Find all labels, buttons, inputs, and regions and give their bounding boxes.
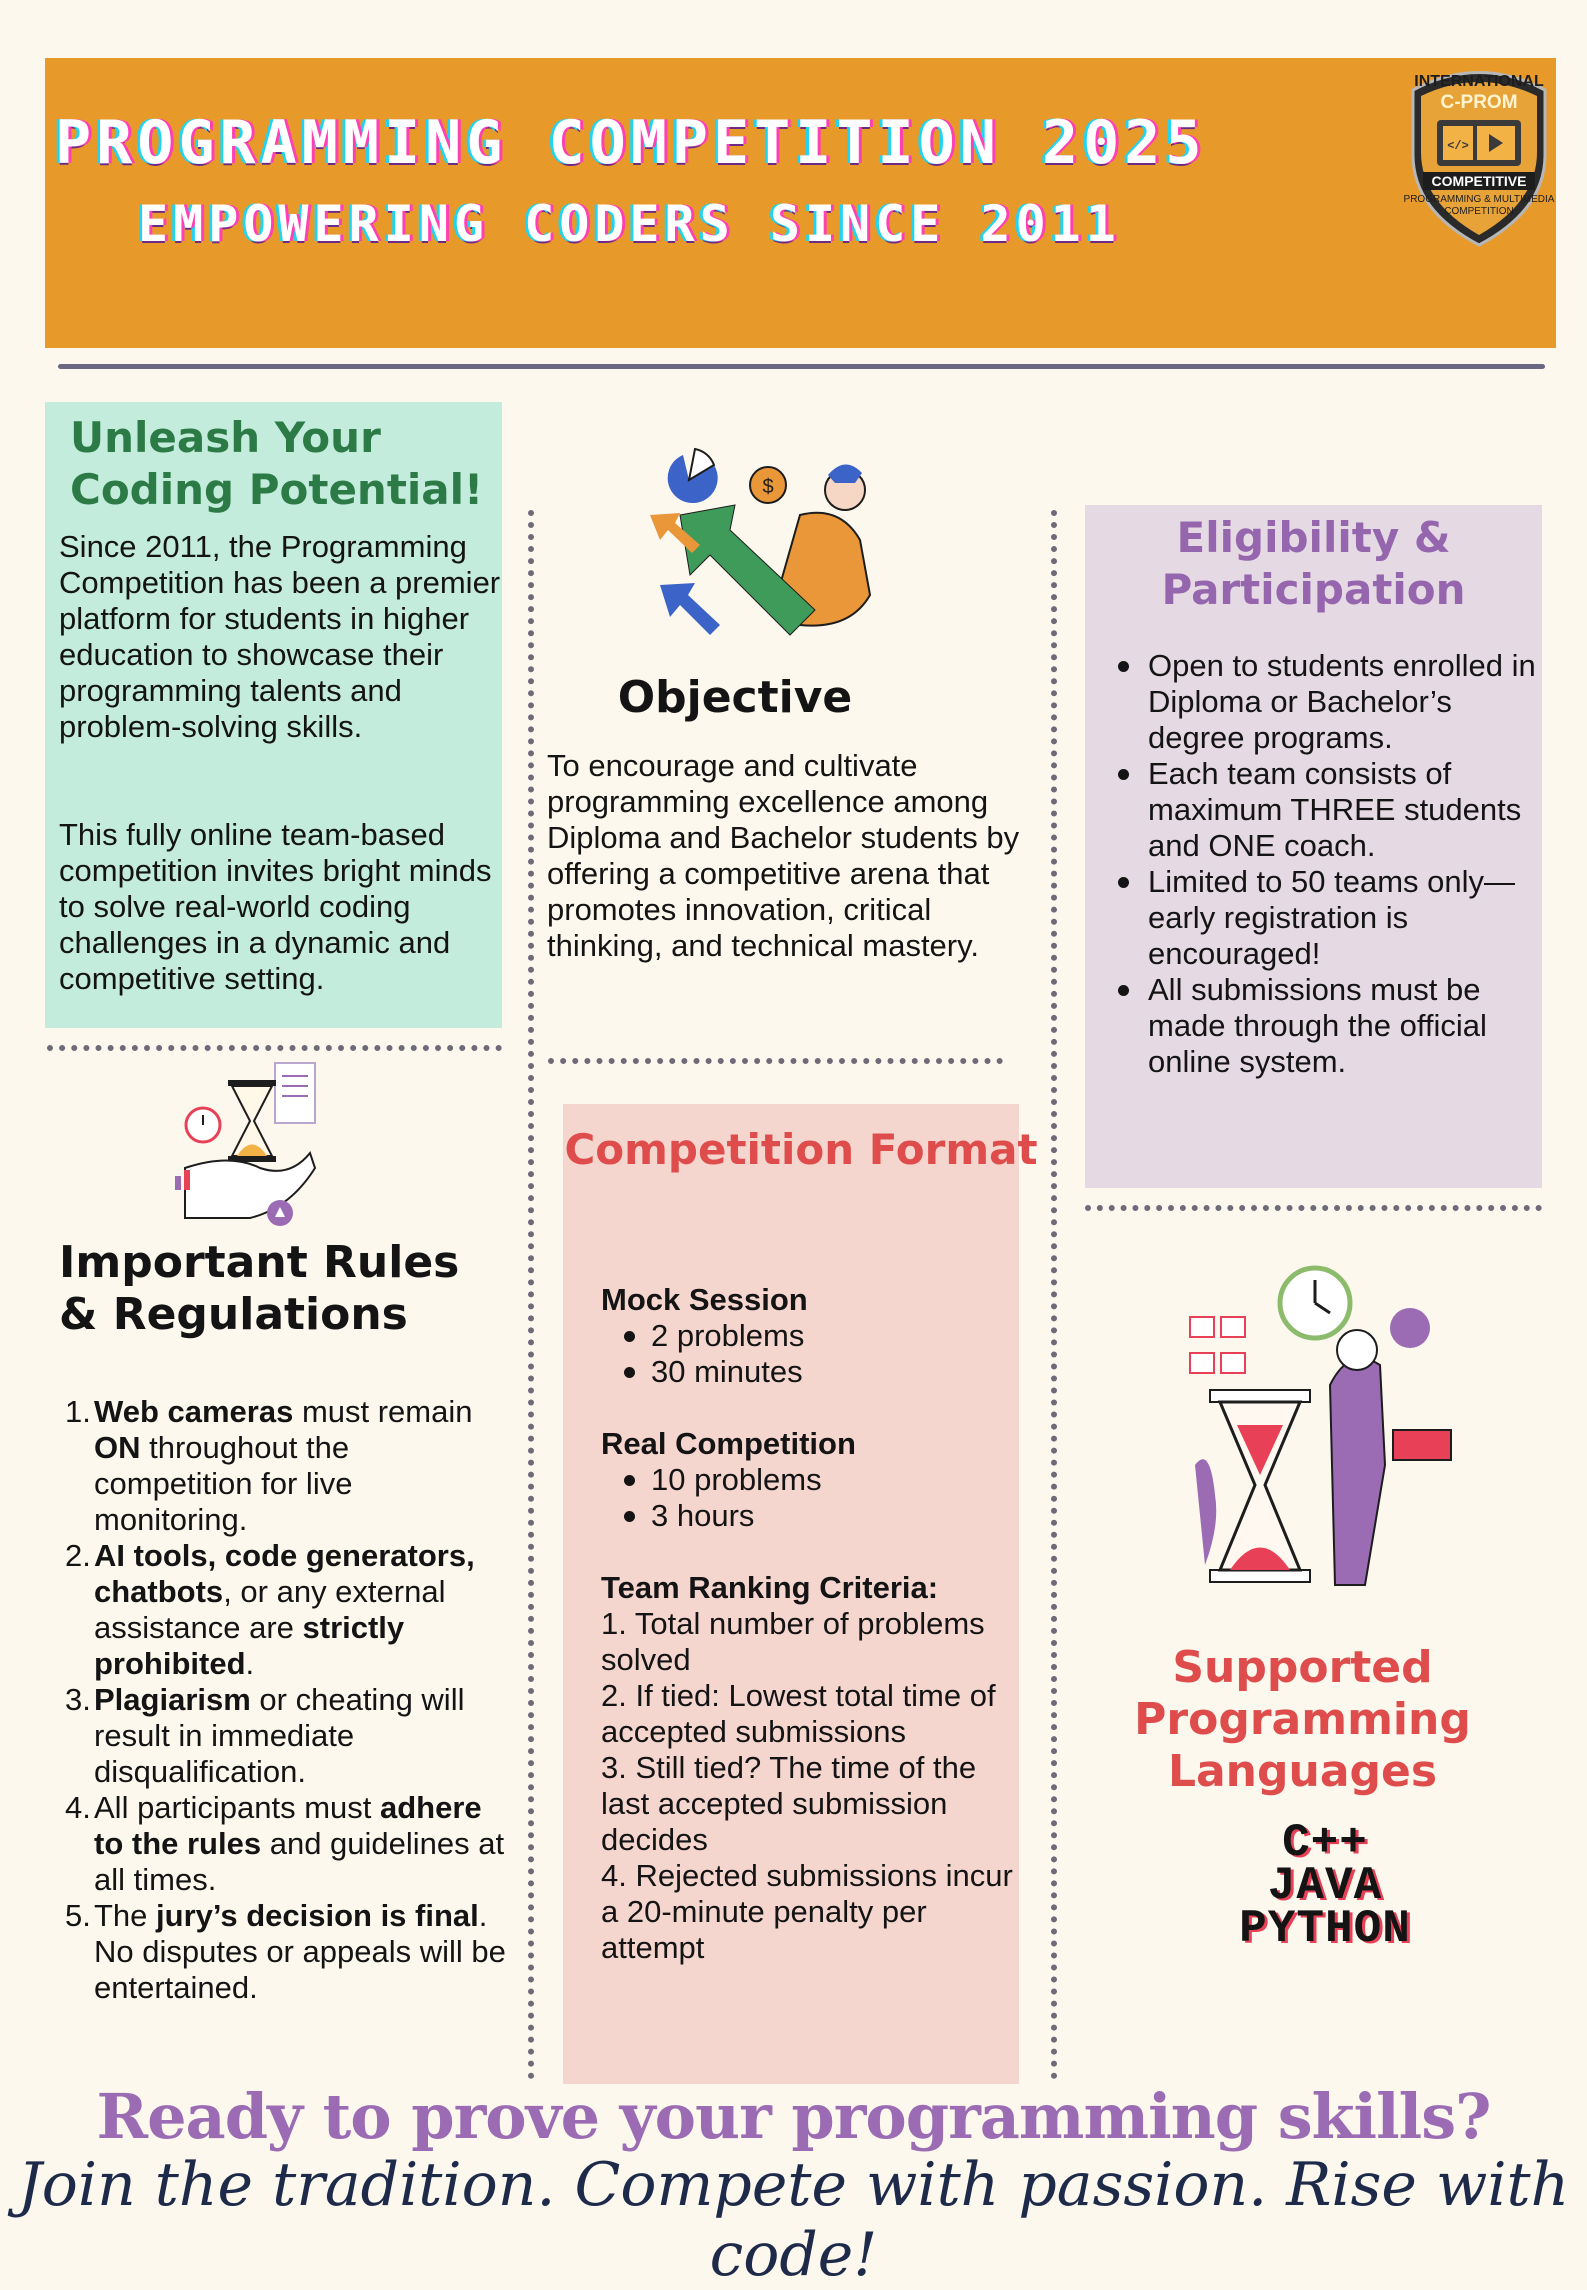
logo-top-text: INTERNATIONAL [1414,73,1544,90]
cprom-logo [1403,60,1555,250]
logo-bottom-2: COMPETITION [1444,206,1514,217]
rules-title: Important Rules & Regulations [59,1237,460,1340]
rule-emphasis: jury’s decision is final [156,1898,479,1933]
eligibility-title: Eligibility & Participation [1161,513,1466,614]
rule-item [59,1898,509,2006]
list-item: 30 minutes [601,1354,1016,1390]
rule-emphasis: AI tools, code generators, chatbots [94,1538,475,1609]
header-banner [45,58,1556,348]
language-java: JAVA [1267,1860,1383,1912]
rule-text: . No disputes or appeals will be entertained. [94,1898,506,2005]
page-subtitle: EMPOWERING CODERS SINCE 2011 [138,195,1121,253]
intro-paragraph-2: This fully online team-based competition invites bright minds to solve real-world coding challenges in a dynamic and competitive setting. [59,817,492,996]
rules-list [59,1394,509,2006]
objective-title: Objective [617,672,853,723]
ranking-item: 4. Rejected submissions incur a 20-minute penalty per attempt [601,1858,1013,1965]
language-cpp: C++ [1282,1817,1368,1869]
footer-tagline: Join the tradition. Compete with passion. Rise with code! [17,2150,1570,2290]
rule-item [59,1790,509,1898]
rule-text: must remain [293,1394,473,1429]
rule-emphasis: strictly prohibited [94,1610,405,1681]
rule-number: 2. [65,1538,91,1573]
list-item: 3 hours [601,1498,1016,1534]
languages-title: Supported Programming Languages [1134,1642,1471,1797]
dotted-divider-h2 [548,1058,1003,1064]
rule-text: and guidelines at all times. [94,1826,505,1897]
format-title: Competition Format [564,1125,1038,1174]
ranking-item: 1. Total number of problems solved [601,1606,985,1677]
rule-number: 4. [65,1790,91,1825]
rule-text: or cheating will result in immediate disqualification. [94,1682,465,1789]
real-competition-heading: Real Competition [601,1426,856,1461]
rule-text: , or any external assistance are [94,1574,446,1645]
ranking-item: 3. Still tied? The time of the last accepted submission decides [601,1750,977,1857]
dotted-divider-h3 [1085,1205,1542,1211]
eligibility-list [1112,648,1537,1080]
list-item: 10 problems [601,1462,1016,1498]
rule-emphasis: Plagiarism [94,1682,251,1717]
format-body [601,1282,1016,1966]
header-divider [58,364,1545,369]
rule-text: throughout the competition for live monitoring. [94,1430,353,1537]
dotted-divider-right [1051,510,1057,2080]
rule-number: 3. [65,1682,91,1717]
rule-emphasis: adhere to the rules [94,1790,482,1861]
rule-text: All participants must [94,1790,380,1825]
intro-paragraph-1: Since 2011, the Programming Competition has been a premier platform for students in higher education to showcase their programming talents and problem-solving skills. [59,529,501,744]
logo-ribbon: COMPETITIVE [1431,173,1527,189]
ranking-item: 2. If tied: Lowest total time of accepted submissions [601,1678,996,1749]
real-competition-list [601,1462,1016,1534]
time-management-illustration [1175,1265,1460,1590]
logo-bottom-1: PROGRAMMING & MULTIMEDIA [1403,194,1555,205]
list-item: 2 problems [601,1318,1016,1354]
svg-text:</>: </> [1447,139,1469,153]
growth-arrow-illustration [640,435,895,660]
rule-item [59,1538,509,1682]
eligibility-item: Limited to 50 teams only—early registration is encouraged! [1112,864,1537,972]
mock-session-heading: Mock Session [601,1282,808,1317]
eligibility-item: Each team consists of maximum THREE students and ONE coach. [1112,756,1537,864]
footer-headline: Ready to prove your programming skills? [96,2080,1491,2153]
dotted-divider-h1 [47,1045,502,1051]
rule-item [59,1682,509,1790]
dotted-divider-left [528,510,534,2080]
eligibility-item: Open to students enrolled in Diploma or Bachelor’s degree programs. [1112,648,1537,756]
rule-emphasis: ON [94,1430,141,1465]
rule-item [59,1394,509,1538]
rule-text: The [94,1898,157,1933]
rule-emphasis: Web cameras [94,1394,294,1429]
rule-number: 1. [65,1394,91,1429]
objective-text: To encourage and cultivate programming excellence among Diploma and Bachelor students by offering a competitive arena that promotes innovation, critical thinking, and technical mastery. [547,748,1020,963]
svg-text:$: $ [762,476,774,498]
mock-session-list [601,1318,1016,1390]
language-python: PYTHON [1239,1903,1411,1955]
rule-number: 5. [65,1898,91,1933]
eligibility-item: All submissions must be made through the official online system. [1112,972,1537,1080]
ranking-heading: Team Ranking Criteria: [601,1570,939,1605]
intro-title: Unleash Your Coding Potential! [70,413,484,514]
logo-brand: C-PROM [1440,92,1518,113]
hourglass-hand-illustration [170,1058,320,1238]
rule-text: . [245,1646,255,1681]
page-title: PROGRAMMING COMPETITION 2025 [55,108,1207,178]
languages-list [1175,1817,1475,1955]
